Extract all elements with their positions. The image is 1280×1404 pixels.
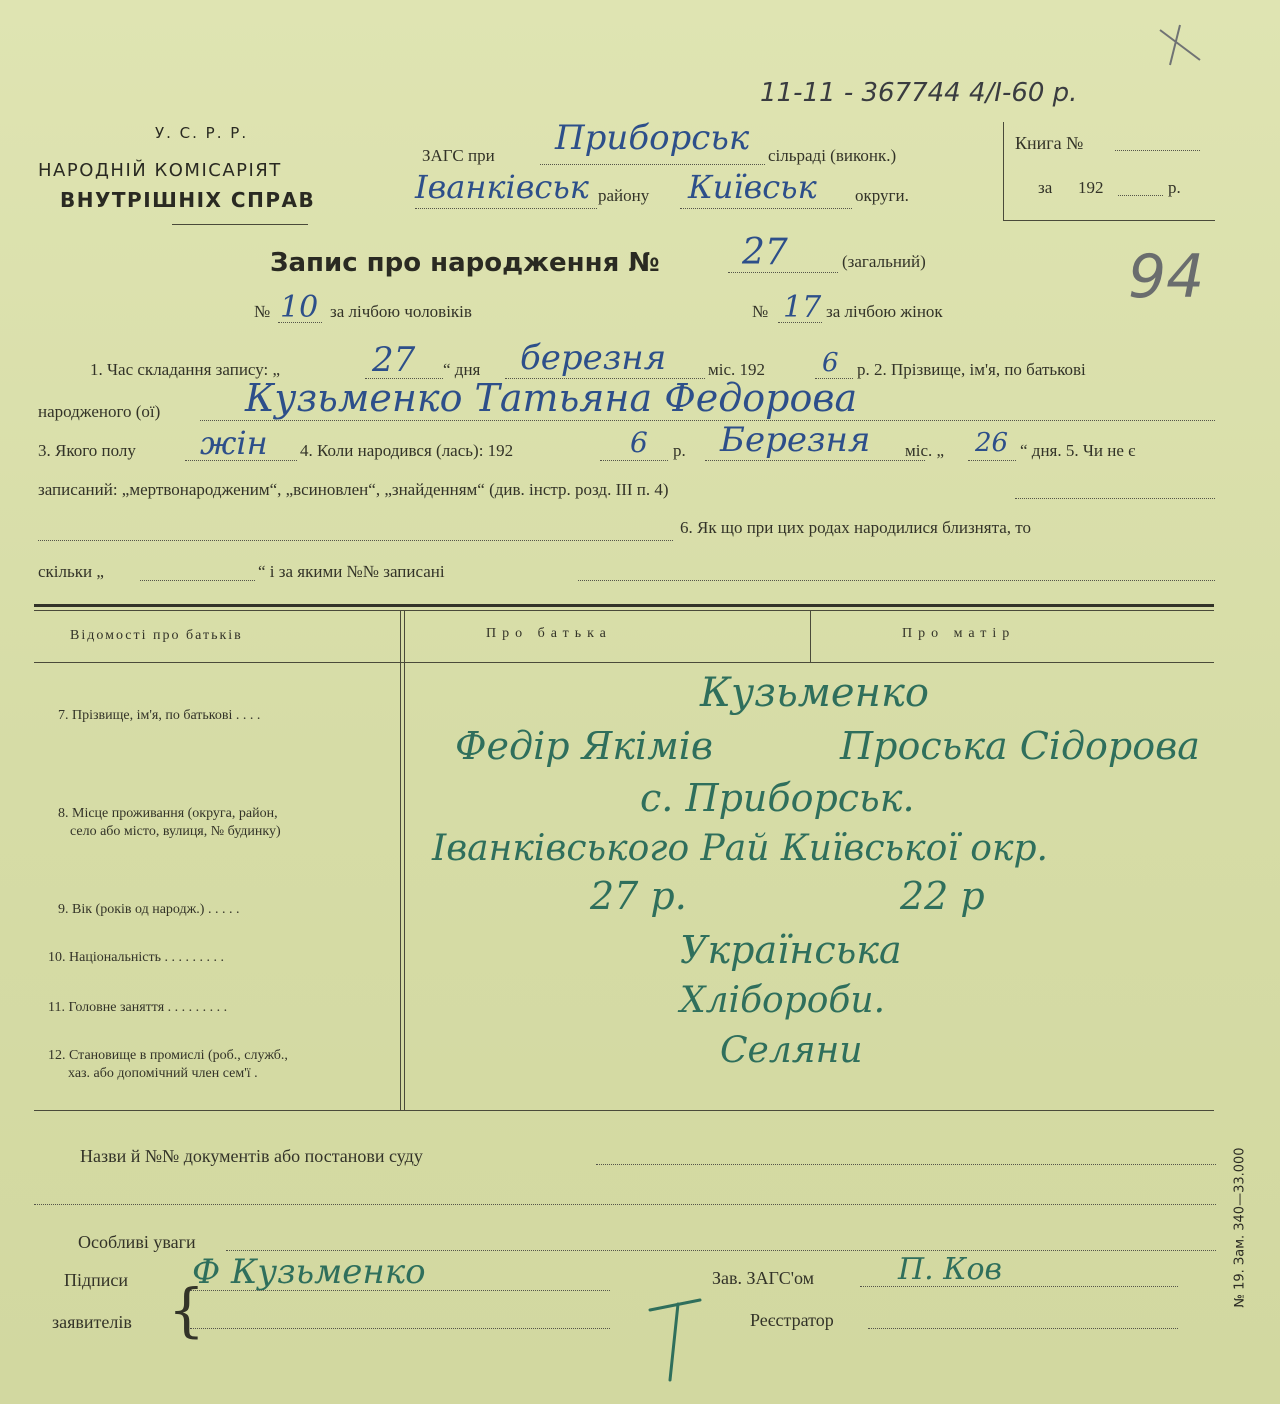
- documents-label: Назви й №№ документів або постанови суду: [80, 1146, 423, 1166]
- twins-count-label: скільки „: [38, 562, 104, 581]
- republic-label: У. С. Р. Р.: [155, 124, 249, 142]
- okrug-label: округи.: [855, 186, 909, 205]
- twins-numbers-label: “ і за якими №№ записані: [258, 562, 445, 581]
- field-4-month: Березня: [720, 420, 871, 460]
- column-divider-1: [400, 610, 401, 1110]
- district-value: Іванківськ: [415, 168, 589, 206]
- mother-name: Проська Сідорова: [840, 724, 1200, 768]
- column-header-mother: Про матір: [902, 626, 1016, 641]
- male-count-prefix: №: [254, 302, 271, 321]
- field-2-intro: р. 2. Прізвище, ім'я, по батькові: [857, 360, 1086, 379]
- field-2-value: Кузьменко Татьяна Федорова: [245, 376, 858, 420]
- book-year-value: 192: [1078, 178, 1104, 197]
- corner-pencil-mark: [1150, 20, 1210, 70]
- okrug-value: Київськ: [688, 168, 817, 206]
- book-year-suffix: р.: [1168, 178, 1181, 197]
- book-year-prefix: за: [1038, 178, 1053, 197]
- row-label-nationality: 10. Національність . . . . . . . . .: [48, 950, 225, 965]
- status-value: Селяни: [720, 1030, 863, 1071]
- column-divider-2: [810, 610, 811, 662]
- nationality-value: Українська: [680, 928, 902, 972]
- registrar-label: Реєстратор: [750, 1310, 834, 1330]
- book-number-label: Книга №: [1015, 133, 1084, 153]
- occupation-value: Хлібороби.: [680, 980, 886, 1021]
- field-4-label: 4. Коли народився (лась): 192: [300, 441, 514, 460]
- table-top-rule: [34, 604, 1214, 607]
- zags-prefix: ЗАГС при: [422, 146, 495, 165]
- field-3-value: жін: [200, 424, 268, 462]
- record-number-suffix: (загальний): [842, 252, 926, 271]
- field-3-label: 3. Якого полу: [38, 441, 136, 460]
- print-reference: № 19. Зам. 340—33.000: [1232, 1147, 1248, 1308]
- archive-reference: 11-11 - 367744 4/I-60 р.: [760, 78, 1078, 108]
- signature-brace: {: [168, 1276, 205, 1344]
- field-6-label: 6. Як що при цих родах народилися близнята, то: [680, 518, 1031, 537]
- applicants-label: заявителів: [52, 1312, 132, 1332]
- father-name: Федір Якімів: [455, 724, 713, 768]
- field-5-label: записаний: „мертвонародженим“, „всиновлен“, „знайденням“ (див. інстр. розд. III п. 4): [38, 480, 669, 499]
- female-count-prefix: №: [752, 302, 769, 321]
- record-title: Запис про народження №: [270, 248, 660, 278]
- field-4-day: 26: [975, 428, 1009, 458]
- row-label-age: 9. Вік (років од народж.) . . . . .: [58, 902, 240, 917]
- zags-head-label: Зав. ЗАГС'ом: [712, 1268, 814, 1288]
- field-4-year-suffix: р.: [673, 441, 686, 460]
- margin-note: 94: [1128, 242, 1205, 312]
- field-4-year: 6: [630, 426, 648, 459]
- residence-village: с. Приборськ.: [640, 776, 915, 820]
- row-label-status-detail: хаз. або допомічний член сем'ї .: [68, 1066, 258, 1081]
- field-1-year-label: міс. 192: [708, 360, 766, 379]
- commissariat-label: НАРОДНІЙ КОМІСАРІЯТ: [38, 160, 282, 181]
- parents-surname: Кузьменко: [700, 670, 929, 716]
- ministry-label: ВНУТРІШНІХ СПРАВ: [60, 188, 316, 212]
- record-number: 27: [742, 232, 788, 273]
- remarks-label: Особливі уваги: [78, 1232, 196, 1252]
- male-count-value: 10: [280, 290, 319, 325]
- field-1-label: 1. Час складання запису: „: [90, 360, 281, 379]
- row-label-name: 7. Прізвище, ім'я, по батькові . . . .: [58, 708, 261, 723]
- residence-district: Іванківського Рай Київської окр.: [432, 828, 1048, 869]
- field-2-label: народженого (ої): [38, 402, 161, 421]
- district-label: району: [598, 186, 650, 205]
- row-label-residence-detail: село або місто, вулиця, № будинку): [70, 824, 281, 839]
- applicant-signature: Ф Кузьменко: [192, 1252, 426, 1292]
- row-label-status: 12. Становище в промислі (роб., служб.,: [48, 1048, 288, 1063]
- table-bottom-rule: [34, 1110, 1214, 1111]
- field-1-year: 6: [822, 348, 839, 378]
- header-underline: [172, 224, 308, 225]
- column-header-info: Відомості про батьків: [70, 628, 243, 643]
- pen-stroke-mark: [640, 1290, 710, 1390]
- male-count-label: за лічбою чоловіків: [330, 302, 472, 321]
- field-1-day-label: “ дня: [443, 360, 481, 379]
- female-count-label: за лічбою жінок: [826, 302, 943, 321]
- row-label-occupation: 11. Головне заняття . . . . . . . . .: [48, 1000, 228, 1015]
- field-4-month-label: міс. „: [905, 441, 945, 460]
- field-1-day: 27: [372, 340, 416, 380]
- field-1-month: березня: [520, 338, 667, 378]
- mother-age: 22 р: [900, 874, 985, 918]
- field-5-intro: “ дня. 5. Чи не є: [1020, 441, 1136, 460]
- father-age: 27 р.: [590, 874, 687, 918]
- signatures-label: Підписи: [64, 1270, 129, 1290]
- zags-head-signature: П. Ков: [898, 1252, 1002, 1287]
- zags-suffix: сільраді (виконк.): [768, 146, 897, 165]
- female-count-value: 17: [783, 290, 822, 325]
- column-header-father: Про батька: [486, 626, 612, 641]
- row-label-residence: 8. Місце проживання (округа, район,: [58, 806, 278, 821]
- zags-village-value: Приборськ: [555, 118, 750, 158]
